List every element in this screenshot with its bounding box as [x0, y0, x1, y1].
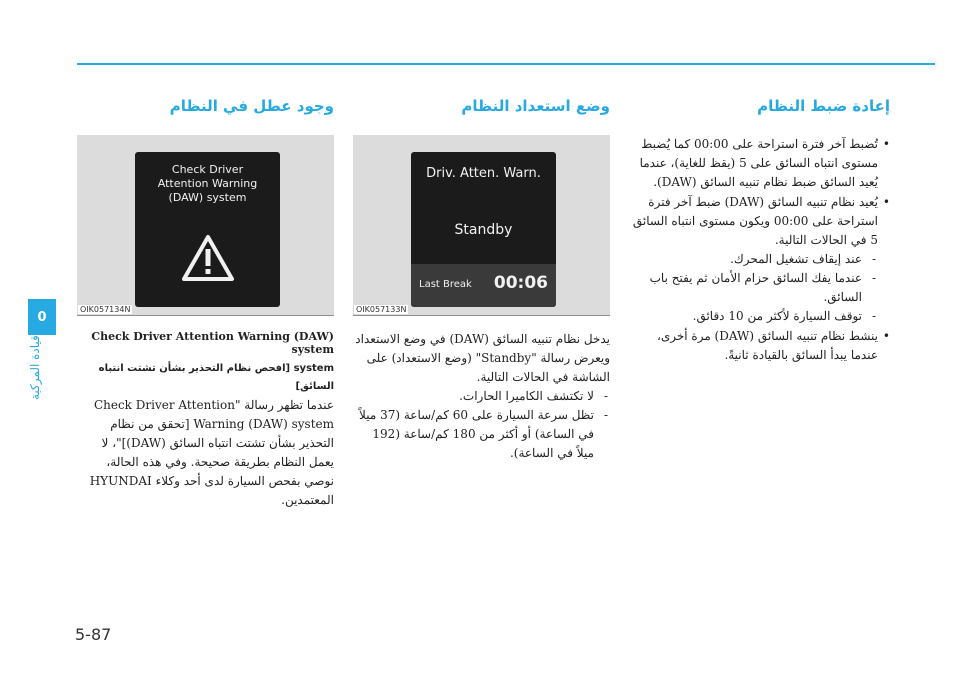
- list-item: - توقف السيارة لأكثر من 10 دقائق.: [632, 307, 878, 326]
- list-item: - تظل سرعة السيارة على 60 كم/ساعة (37 ميلاً في الساعة) أو أكثر من 180 كم/ساعة (192 ميلاً في الساعة).: [353, 406, 610, 463]
- bullet-text: تُضبط آخر فترة استراحة على 00:00 كما يُضبط مستوى انتباه السائق على 5 (يقظ للغاية)، عندما يُعيد السائق ضبط نظام تنبيه السائق (DAW).: [639, 137, 878, 189]
- list-item: - لا تكتشف الكاميرا الحارات.: [353, 387, 610, 406]
- display-status: Standby: [454, 222, 513, 238]
- section-system-reset: [632, 95, 890, 366]
- bullet-text: ينشط نظام تنبيه السائق (DAW) مرة أخرى، عندما يبدأ السائق بالقيادة ثانيةً.: [656, 329, 878, 362]
- standby-paragraph: يدخل نظام تنبيه السائق (DAW) في وضع الاستعداد ويعرض رسالة "Standby" (وضع الاستعداد) على الشاشة في الحالات التالية.: [355, 332, 610, 384]
- display-line: (DAW) system: [168, 191, 247, 204]
- display-line: Check Driver: [171, 163, 244, 176]
- list-item: - عند إيقاف تشغيل المحرك.: [632, 250, 878, 269]
- bullet-text: يُعيد نظام تنبيه السائق (DAW) ضبط آخر فترة استراحة على 00:00 ويكون مستوى انتباه السائق 5 في الحالات التالية.: [632, 195, 878, 247]
- last-break-time: 00:06: [493, 273, 548, 293]
- last-break-label: Last Break: [419, 279, 472, 290]
- section-heading: وضع استعداد النظام: [461, 97, 610, 115]
- list-item: [632, 327, 890, 365]
- section-standby-mode: [353, 95, 610, 463]
- dash-list: [353, 387, 610, 463]
- warning-triangle-icon: [181, 234, 235, 282]
- display-line: Attention Warning: [157, 177, 258, 190]
- cluster-display: [411, 152, 556, 307]
- message-caption-ar: system [افحص نظام التحذير بشأن تشتت انتباه السائق]: [98, 363, 334, 392]
- bullet-list: [632, 135, 890, 365]
- figure-code: OIK057134N: [80, 305, 131, 314]
- list-item: [632, 135, 890, 192]
- malfunction-figure: [77, 135, 334, 316]
- section-heading: وجود عطل في النظام: [169, 97, 334, 115]
- cluster-display: [135, 152, 280, 307]
- display-title: Driv. Atten. Warn.: [426, 166, 541, 181]
- malfunction-paragraph: عندما تظهر رسالة "Check Driver Attention Warning (DAW) system [تحقق من نظام التحذير بشأن تشتت انتباه السائق (DAW)]"، لا يعمل النظام بطريقة صحيحة. وفي هذه الحالة، نوصي بفحص السيارة لدى أحد وكلاء HYUNDAI المعتمدين.: [89, 398, 334, 507]
- dash-list: [632, 250, 878, 326]
- section-heading: إعادة ضبط النظام: [757, 97, 890, 115]
- standby-figure: [353, 135, 610, 316]
- figure-code: OIK057133N: [356, 305, 407, 314]
- chapter-tab: 0: [28, 299, 56, 335]
- top-rule: [77, 63, 935, 65]
- section-system-malfunction: [77, 95, 334, 510]
- list-item: - عندما يفك السائق حزام الأمان ثم يفتح باب السائق.: [632, 269, 878, 307]
- page-number: 5-87: [75, 625, 112, 644]
- list-item: [632, 193, 890, 326]
- chapter-title: قيادة المركبة: [28, 335, 42, 400]
- message-caption-en: Check Driver Attention Warning (DAW) system: [91, 330, 334, 356]
